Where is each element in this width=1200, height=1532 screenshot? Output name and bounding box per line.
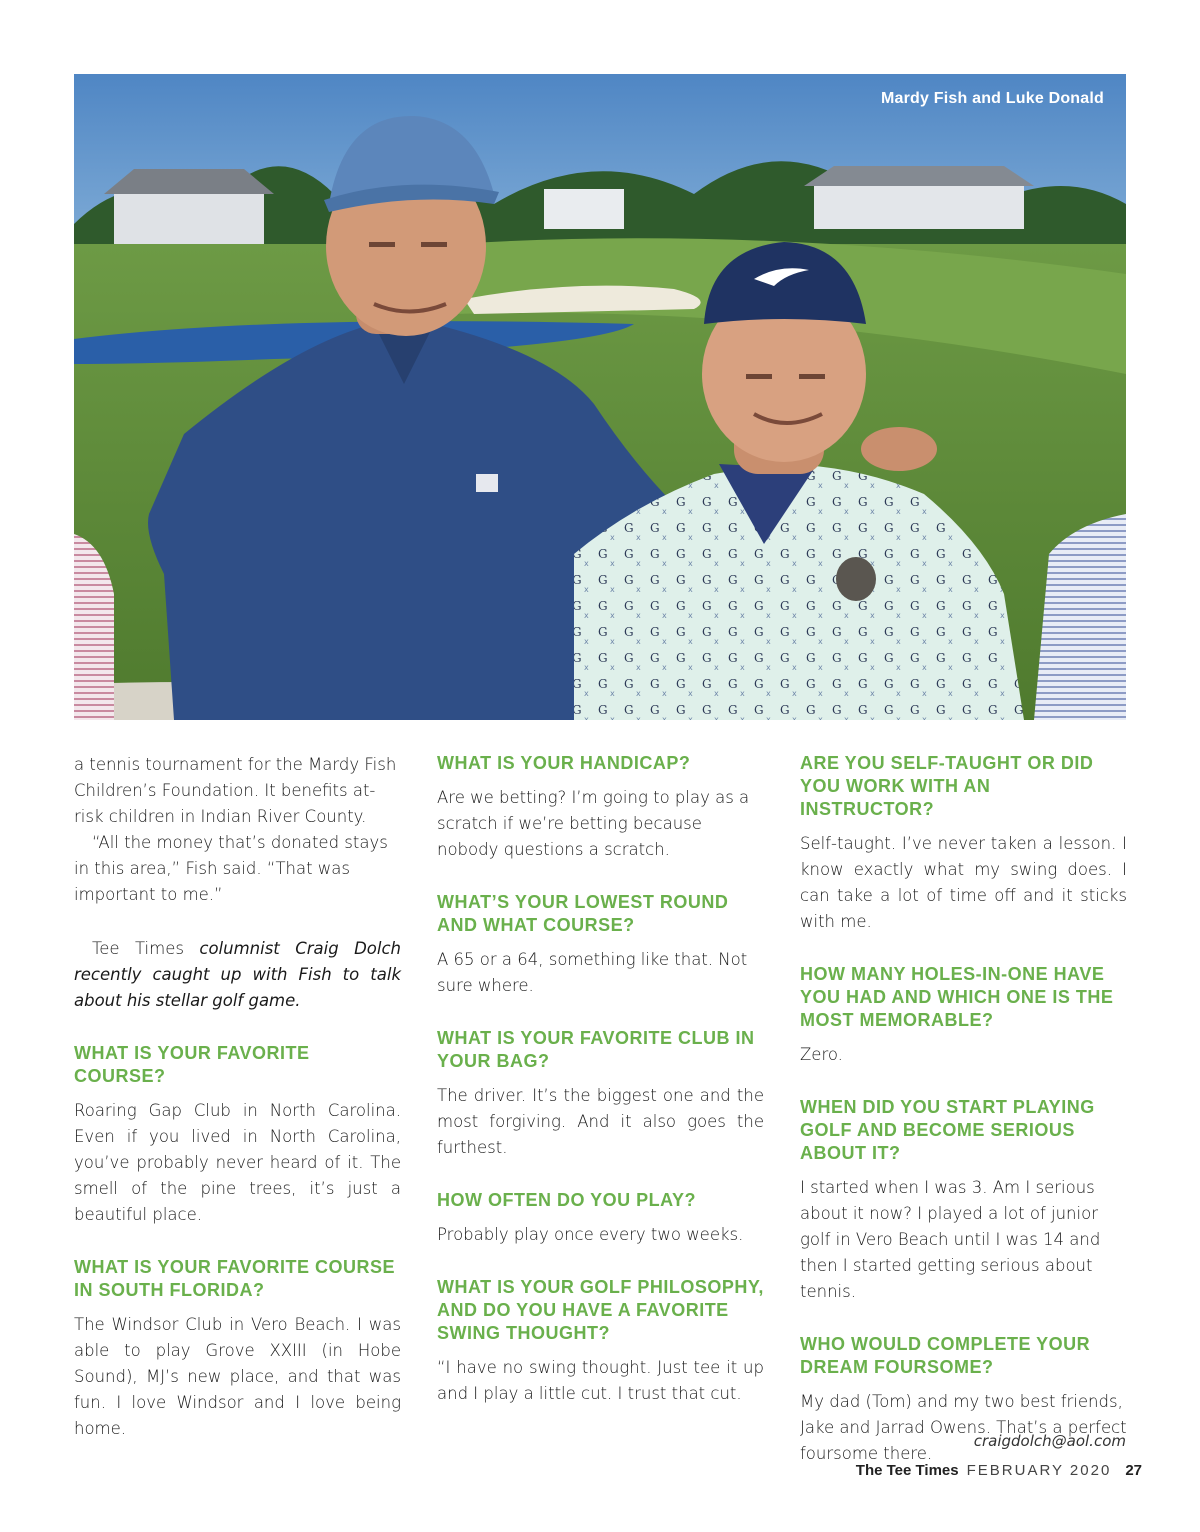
issue-date: FEBRUARY 2020	[966, 1462, 1112, 1479]
article-column-2	[437, 752, 764, 1407]
answer-paragraph: A 65 or a 64, something like that. Not sure where.	[437, 950, 748, 995]
answer-paragraph: The driver. It’s the biggest one and the most forgiving. And it also goes the furthest.	[437, 1086, 764, 1157]
article-column-3	[800, 752, 1127, 1467]
page-footer	[856, 1462, 1142, 1479]
question-heading: HOW OFTEN DO YOU PLAY?	[437, 1190, 697, 1210]
golfers-photo-illustration	[74, 74, 1126, 720]
question-heading: WHEN DID YOU START PLAYING GOLF AND BECOME SERIOUS ABOUT IT?	[800, 1097, 1095, 1163]
question-heading: WHAT’S YOUR LOWEST ROUND AND WHAT COURSE?	[437, 892, 729, 935]
question-heading: WHO WOULD COMPLETE YOUR DREAM FOURSOME?	[800, 1334, 1091, 1377]
publication-title: The Tee Times	[855, 1462, 959, 1479]
answer-paragraph: Self-taught. I’ve never taken a lesson. I know exactly what my swing does. I can take a lot of time off and it sticks with me.	[800, 834, 1127, 931]
answer-paragraph: “I have no swing thought. Just tee it up and I play a little cut. I trust that cut.	[437, 1358, 764, 1403]
answer-paragraph: My dad (Tom) and my two best friends, Jake and Jarrad Owens. That’s a perfect foursome there.	[800, 1392, 1127, 1463]
answer-paragraph: Zero.	[800, 1045, 843, 1064]
author-email: craigdolch@aol.com	[973, 1432, 1126, 1450]
photo-caption: Mardy Fish and Luke Donald	[880, 90, 1104, 107]
question-heading: WHAT IS YOUR FAVORITE COURSE?	[74, 1043, 310, 1086]
publication-name: Tee Times	[92, 939, 184, 958]
question-heading: WHAT IS YOUR FAVORITE CLUB IN YOUR BAG?	[437, 1028, 755, 1071]
paragraph: a tennis tournament for the Mardy Fish Children’s Foundation. It benefits at-risk children in Indian River County.	[74, 755, 397, 826]
question-heading: WHAT IS YOUR GOLF PHILOSOPHY, AND DO YOU HAVE A FAVORITE SWING THOUGHT?	[437, 1277, 764, 1343]
question-heading: WHAT IS YOUR FAVORITE COURSE IN SOUTH FLORIDA?	[74, 1257, 396, 1300]
intro-text: columnist Craig Dolch recently caught up with Fish to talk about his stellar golf game.	[74, 939, 401, 1010]
article-column-1	[74, 752, 401, 1442]
question-heading: ARE YOU SELF-TAUGHT OR DID YOU WORK WITH AN INSTRUCTOR?	[800, 753, 1094, 819]
question-heading: WHAT IS YOUR HANDICAP?	[437, 753, 691, 773]
page-number: 27	[1125, 1462, 1142, 1479]
answer-paragraph: The Windsor Club in Vero Beach. I was able to play Grove XXIII (in Hobe Sound), MJ’s new place, and that was fun. I love Windsor and I love being home.	[74, 1315, 401, 1438]
feature-photo	[74, 74, 1126, 720]
answer-paragraph: I started when I was 3. Am I serious about it now? I played a lot of junior golf in Vero Beach until I was 14 and then I started getting serious about tennis.	[800, 1178, 1101, 1301]
answer-paragraph: Roaring Gap Club in North Carolina. Even if you lived in North Carolina, you’ve probably never heard of it. The smell of the pine trees, it’s just a beautiful place.	[74, 1101, 401, 1224]
answer-paragraph: Are we betting? I’m going to play as a scratch if we’re betting because nobody questions a scratch.	[437, 788, 750, 859]
question-heading: HOW MANY HOLES-IN-ONE HAVE YOU HAD AND WHICH ONE IS THE MOST MEMORABLE?	[800, 964, 1114, 1030]
intro-paragraph	[74, 936, 401, 1014]
quote-paragraph: “All the money that’s donated stays in this area,” Fish said. “That was important to me.”	[74, 833, 388, 904]
answer-paragraph: Probably play once every two weeks.	[437, 1225, 744, 1244]
